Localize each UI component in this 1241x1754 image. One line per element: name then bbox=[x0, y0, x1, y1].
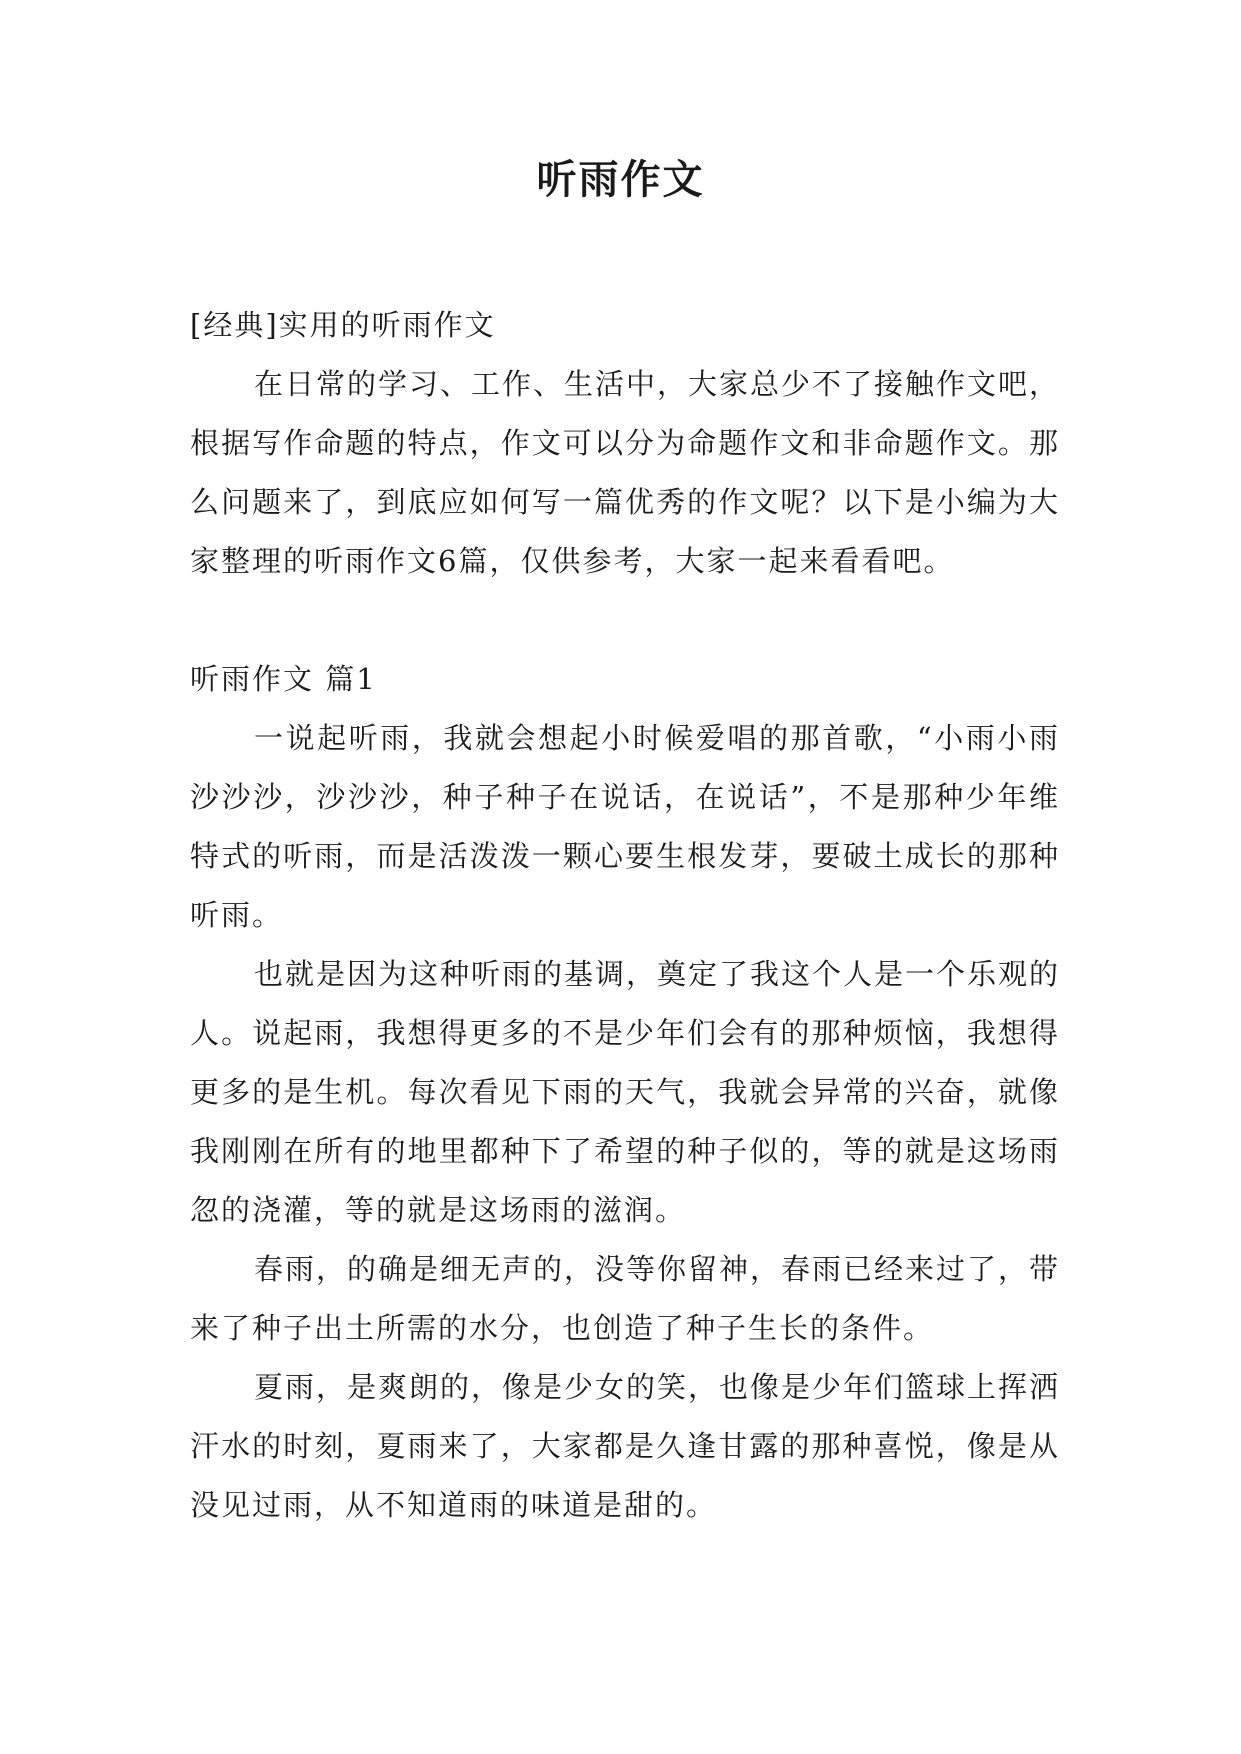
document-body bbox=[190, 296, 1060, 1535]
body-paragraph: 春雨，的确是细无声的，没等你留神，春雨已经来过了，带来了种子出土所需的水分，也创造了种子生长的条件。 bbox=[190, 1252, 1061, 1345]
section-spacer bbox=[190, 591, 1060, 650]
body-paragraph: 一说起听雨，我就会想起小时候爱唱的那首歌，“小雨小雨沙沙沙，沙沙沙，种子种子在说话，在说话”，不是那种少年维特式的听雨，而是活泼泼一颗心要生根发芽，要破土成长的那种听雨。 bbox=[190, 721, 1060, 932]
body-paragraph: 夏雨，是爽朗的，像是少女的笑，也像是少年们篮球上挥洒汗水的时刻，夏雨来了，大家都是久逢甘露的那种喜悦，像是从没见过雨，从不知道雨的味道是甜的。 bbox=[190, 1370, 1061, 1522]
intro-paragraph: 在日常的学习、工作、生活中，大家总少不了接触作文吧，根据写作命题的特点，作文可以分为命题作文和非命题作文。那么问题来了，到底应如何写一篇优秀的作文呢？以下是小编为大家整理的听雨作文6篇，仅供参考，大家一起来看看吧。 bbox=[190, 367, 1061, 578]
document-subtitle: [经典]实用的听雨作文 bbox=[190, 308, 496, 342]
section-heading: 听雨作文 篇1 bbox=[190, 662, 377, 696]
document-title: 听雨作文 bbox=[536, 156, 705, 203]
body-paragraph: 也就是因为这种听雨的基调，奠定了我这个人是一个乐观的人。说起雨，我想得更多的不是少年们会有的那种烦恼，我想得更多的是生机。每次看见下雨的天气，我就会异常的兴奋，就像我刚刚在所有的地里都种下了希望的种子似的，等的就是这场雨忽的浇灌，等的就是这场雨的滋润。 bbox=[190, 957, 1061, 1227]
